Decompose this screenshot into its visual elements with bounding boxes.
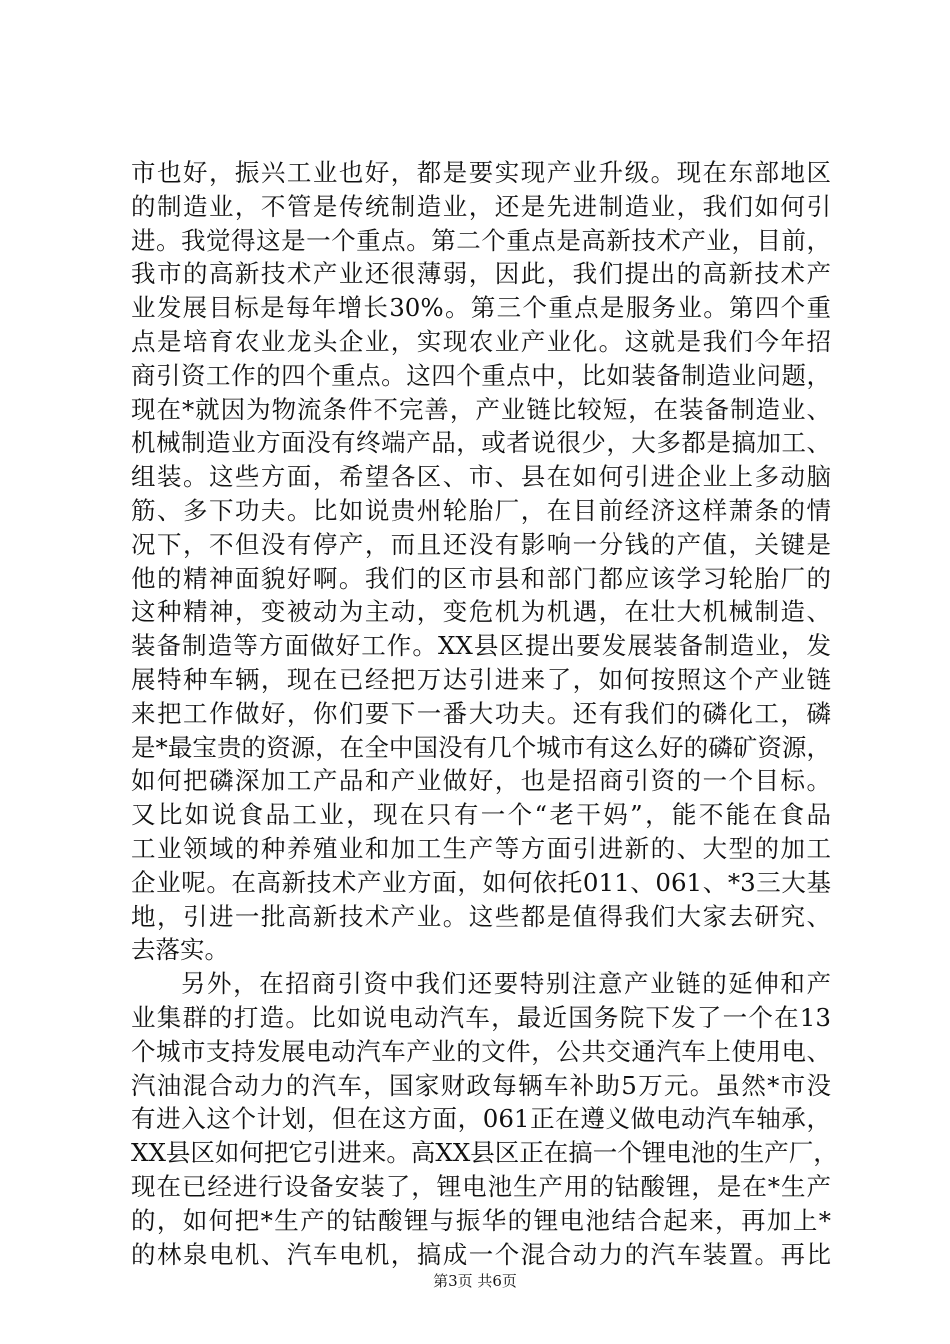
text-line: 工业领域的种养殖业和加工生产等方面引进新的、大型的加工 (131, 833, 831, 863)
text-line: 进。我觉得这是一个重点。第二个重点是高新技术产业，目前， (131, 225, 831, 255)
text-line: 地，引进一批高新技术产业。这些都是值得我们大家去研究、 (131, 901, 831, 931)
text-line: 另外，在招商引资中我们还要特别注意产业链的延伸和产 (181, 969, 831, 999)
text-line: 点是培育农业龙头企业，实现农业产业化。这就是我们今年招 (131, 326, 831, 356)
text-line: 筋、多下功夫。比如说贵州轮胎厂，在目前经济这样萧条的情 (131, 495, 831, 525)
text-line: 的制造业，不管是传统制造业，还是先进制造业，我们如何引 (131, 191, 831, 221)
text-line: 现在*就因为物流条件不完善，产业链比较短，在装备制造业、 (131, 394, 831, 424)
text-line: 市也好，振兴工业也好，都是要实现产业升级。现在东部地区 (131, 158, 831, 187)
text-line: 业集群的打造。比如说电动汽车，最近国务院下发了一个在13 (131, 1002, 831, 1032)
page-footer: 第3页 共6页 (433, 1272, 517, 1290)
text-line: 如何把磷深加工产品和产业做好，也是招商引资的一个目标。 (131, 766, 831, 796)
text-line: 我市的高新技术产业还很薄弱，因此，我们提出的高新技术产 (131, 259, 831, 289)
text-line: 去落实。 (131, 935, 229, 965)
text-line: 组装。这些方面，希望各区、市、县在如何引进企业上多动脑 (131, 462, 831, 492)
text-line: 他的精神面貌好啊。我们的区市县和部门都应该学习轮胎厂的 (131, 563, 831, 593)
text-line: 是*最宝贵的资源，在全中国没有几个城市有这么好的磷矿资源， (131, 732, 831, 762)
text-line: 个城市支持发展电动汽车产业的文件，公共交通汽车上使用电、 (131, 1036, 831, 1066)
text-line: 况下，不但没有停产，而且还没有影响一分钱的产值，关键是 (131, 529, 831, 559)
text-line: XX县区如何把它引进来。高XX县区正在搞一个锂电池的生产厂， (131, 1138, 838, 1168)
text-line: 装备制造等方面做好工作。XX县区提出要发展装备制造业，发 (131, 631, 831, 661)
document-body (131, 156, 838, 1271)
text-line: 机械制造业方面没有终端产品，或者说很少，大多都是搞加工、 (131, 428, 831, 458)
text-line: 展特种车辆，现在已经把万达引进来了，如何按照这个产业链 (131, 664, 831, 694)
text-line: 汽油混合动力的汽车，国家财政每辆车补助5万元。虽然*市没 (131, 1070, 831, 1100)
text-line: 业发展目标是每年增长30%。第三个重点是服务业。第四个重 (131, 293, 831, 323)
text-line: 有进入这个计划，但在这方面，061正在遵义做电动汽车轴承， (131, 1104, 831, 1134)
text-line: 的，如何把*生产的钴酸锂与振华的锂电池结合起来，再加上* (131, 1205, 831, 1235)
text-line: 这种精神，变被动为主动，变危机为机遇，在壮大机械制造、 (131, 597, 831, 627)
text-line: 商引资工作的四个重点。这四个重点中，比如装备制造业问题， (131, 360, 831, 390)
text-line: 企业呢。在高新技术产业方面，如何依托011、061、*3三大基 (131, 867, 831, 897)
text-line: 又比如说食品工业，现在只有一个“老干妈”，能不能在食品 (131, 800, 831, 830)
text-line: 的林泉电机、汽车电机，搞成一个混合动力的汽车装置。再比 (131, 1239, 831, 1269)
text-line: 来把工作做好，你们要下一番大功夫。还有我们的磷化工，磷 (131, 698, 831, 728)
text-line: 现在已经进行设备安装了，锂电池生产用的钴酸锂，是在*生产 (131, 1171, 831, 1201)
